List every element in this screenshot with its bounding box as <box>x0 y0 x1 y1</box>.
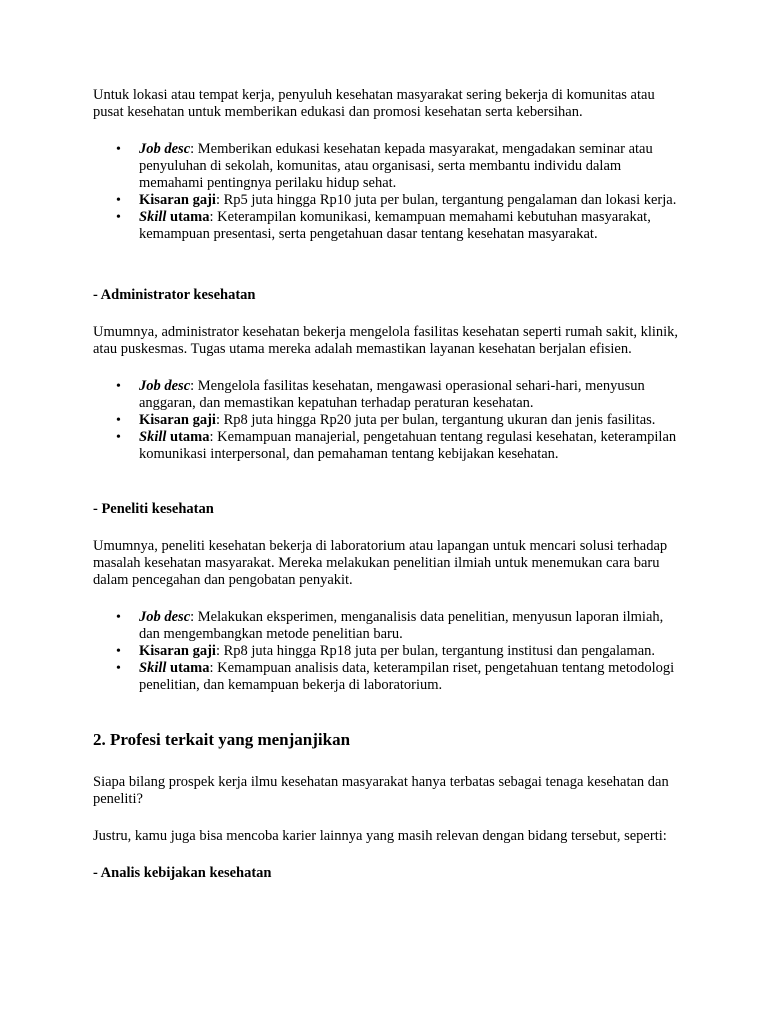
salary-label: Kisaran gaji <box>139 643 216 659</box>
list-item <box>139 192 683 209</box>
job-desc-text: : Mengelola fasilitas kesehatan, mengawasi operasional sehari-hari, menyusun anggaran, dan memastikan kepatuhan terhadap peraturan kesehatan. <box>139 378 645 411</box>
section-2-paragraph-1: Siapa bilang prospek kerja ilmu kesehatan masyarakat hanya terbatas sebagai tenaga kesehatan dan peneliti? <box>93 774 669 807</box>
list-item <box>139 429 683 463</box>
salary-label: Kisaran gaji <box>139 192 216 208</box>
skill-text: : Kemampuan manajerial, pengetahuan tentang regulasi kesehatan, keterampilan komunikasi interpersonal, dan pemahaman tentang kebijakan kesehatan. <box>139 429 677 462</box>
job-desc-label: Job desc <box>139 378 191 394</box>
list-item <box>139 609 683 643</box>
list-item <box>139 643 683 660</box>
section-2-heading: 2. Profesi terkait yang menjanjikan <box>93 730 351 749</box>
job-desc-text: : Memberikan edukasi kesehatan kepada masyarakat, mengadakan seminar atau penyuluhan di sekolah, komunitas, atau organisasi, serta membantu individu dalam memahami pentingnya perilaku hidup sehat. <box>139 141 653 191</box>
list-item <box>139 209 683 243</box>
penyuluh-bullet-list <box>93 141 683 243</box>
section-2-paragraph-2: Justru, kamu juga bisa mencoba karier lainnya yang masih relevan dengan bidang tersebut, seperti: <box>93 828 667 844</box>
skill-label-bold: utama <box>166 209 210 225</box>
section-paragraph: Umumnya, peneliti kesehatan bekerja di laboratorium atau lapangan untuk mencari solusi terhadap masalah kesehatan masyarakat. Mereka melakukan penelitian ilmiah untuk menemukan cara baru dalam pencegahan dan pengobatan penyakit. <box>93 538 668 588</box>
salary-text: : Rp8 juta hingga Rp20 juta per bulan, tergantung ukuran dan jenis fasilitas. <box>215 412 656 428</box>
skill-label-italic: Skill <box>139 660 167 676</box>
list-item <box>139 660 683 694</box>
intro-paragraph: Untuk lokasi atau tempat kerja, penyuluh kesehatan masyarakat sering bekerja di komunitas atau pusat kesehatan untuk memberikan edukasi dan promosi kesehatan serta kebersihan. <box>93 87 655 120</box>
admin-bullet-list <box>93 378 683 463</box>
job-desc-label: Job desc <box>139 141 191 157</box>
list-item <box>139 141 683 192</box>
job-desc-text: : Melakukan eksperimen, menganalisis data penelitian, menyusun laporan ilmiah, dan mengembangkan metode penelitian baru. <box>139 609 664 642</box>
list-item <box>139 378 683 412</box>
analis-heading: - Analis kebijakan kesehatan <box>93 865 272 881</box>
salary-text: : Rp5 juta hingga Rp10 juta per bulan, tergantung pengalaman dan lokasi kerja. <box>215 192 677 208</box>
skill-label-bold: utama <box>166 660 210 676</box>
list-item <box>139 412 683 429</box>
skill-label-bold: utama <box>166 429 210 445</box>
section-heading: - Administrator kesehatan <box>93 287 256 303</box>
salary-label: Kisaran gaji <box>139 412 216 428</box>
peneliti-bullet-list <box>93 609 683 694</box>
section-paragraph: Umumnya, administrator kesehatan bekerja mengelola fasilitas kesehatan seperti rumah sakit, klinik, atau puskesmas. Tugas utama mereka adalah memastikan layanan kesehatan berjalan efisien. <box>93 324 679 357</box>
section-heading: - Peneliti kesehatan <box>93 501 214 517</box>
skill-label-italic: Skill <box>139 429 167 445</box>
skill-label-italic: Skill <box>139 209 167 225</box>
skill-text: : Keterampilan komunikasi, kemampuan memahami kebutuhan masyarakat, kemampuan presentasi, serta pengetahuan dasar tentang kesehatan masyarakat. <box>139 209 651 242</box>
document-content <box>93 87 683 882</box>
skill-text: : Kemampuan analisis data, keterampilan riset, pengetahuan tentang metodologi penelitian, dan kemampuan bekerja di laboratorium. <box>139 660 675 693</box>
salary-text: : Rp8 juta hingga Rp18 juta per bulan, tergantung institusi dan pengalaman. <box>215 643 656 659</box>
job-desc-label: Job desc <box>139 609 191 625</box>
